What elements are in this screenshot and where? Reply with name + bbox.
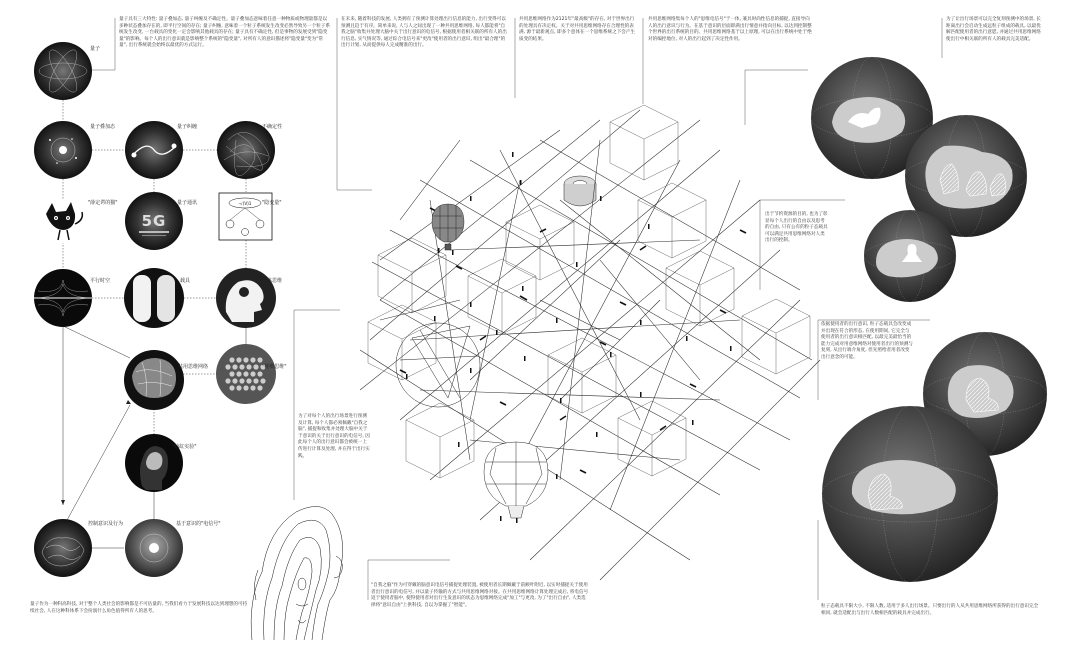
concept-brain-experiment (125, 434, 183, 492)
text-self-brain-wear: 为了对每个人的出行场景进行预测及计算, 每个人都必须佩戴"自我之脑", 捕捉和收集并处理大脑中关于于意识的关于出行意识的电信号, 因此每个人的出行意识都会被统一上传进行计算及处理, 并在得于出行实践。 (298, 414, 370, 459)
concept-shared-network (124, 350, 184, 410)
label-control-action: 控制意识及行为 (88, 521, 124, 527)
label-uncertainty: 不确定性 (262, 124, 283, 130)
sphere-small (864, 210, 956, 302)
balloon-bottom (484, 442, 548, 518)
concept-vehicle (124, 268, 184, 328)
concept-communication (125, 192, 183, 250)
text-self-brain-device: "自我之脑"作为可穿戴的脑意识电信号捕捉处理装置, 被使用者长期佩戴于前额叶附近, 以实时捕捉关于使用者出行意识的电信号, 并以量子传输的方式与共用思维网络对接。在共用思维网络计算处理完成后, 将电信号返于使用者脑中, 使得使用者对出行生发意识的状态为思维网络完成"加工"与更改, 为了"出行自由", 人类选择将"意识自由"上供科技, 自以为掌握了"智能"。 (371, 583, 589, 608)
text-quantum-traits: 量子具有三大特性: 量子叠加态, 量子纠缠及不确定性。量子叠加态意味着任意一种物质或物理量都是以多种状态叠加存在的, 即平行空间的存在; 量子纠缠, 意味着一个粒子系统发生改变必然导致另一个粒子系统发生改变, 一台载具的变化一定会影响其他载具的存在; 量子具有不确定性, 但是事物的发展受到"隐变量"的影响。每个人的出行意识就是影响整个系统的"隐变量", 对所有人的意识描述将"隐变量"变为"常量", 出行系统就会始终以最优的方式运行。 (119, 17, 330, 49)
label-hidden-variable: "隐变量" (262, 200, 282, 206)
concept-quantum (34, 42, 92, 100)
label-entanglement: 量子纠缠 (177, 124, 198, 130)
sphere-large (822, 406, 998, 582)
label-parallel-time: 平行时空 (90, 278, 111, 284)
concept-control-action (34, 519, 92, 577)
label-brain-experiment: "脑缸实验" (172, 444, 197, 450)
label-consciousness-signal: 基于意识的"电信号" (176, 521, 221, 527)
label-superposition: 量子叠加态 (90, 124, 116, 130)
text-conclusion: 量子作为一种科高科技, 对于整个人类社会的影响都是不可估量的, 当我们看力于发展科技以达到理想的可持续社会, 人在这种科体系下会扮演什么角色值得所有人的思考。 (30, 602, 248, 614)
concept-cat (41, 199, 85, 243)
concept-individual (216, 268, 276, 328)
label-communication: 量子通讯 (177, 200, 198, 206)
text-resource-saving: 出于节约资源的目的, 也为了彰显每个人出行的自由以及思考的自由, 只有公有的粒子态载具可以满足共用思维网络对人类出行的控制。 (765, 212, 828, 244)
concept-parallel-time (34, 269, 92, 327)
text-network-signals: 共用思维网络集每个人的"思维电信号"于一体, 兼具时尚性信息的捕捉, 直接导向人的出行意识与行为。在基于意识的层面即满出行情意并指向目标, 以达到控制整个世界的出行系统的目的。共用思维网络基于以上原理, 可以在出行系统中处于绝对的编控地位, 对人的出行起到了决定性作用。 (648, 17, 812, 42)
label-cat: "薛定谔的猫" (88, 200, 118, 206)
network-capsules (400, 208, 746, 473)
svg-text:5G: 5G (141, 212, 167, 230)
text-long-distance: 为了让出行场景可以完全复刻预测中的场景, 长距离出行会启动生成远粒子组成的载具, 以最优解匹配使用者的出行意愿, 并通过共用思维网络使出行中相关联的所有人的载具完美适配。 (946, 17, 1041, 42)
label-stem-thinking: "梗概思维" (262, 364, 287, 370)
label-individual: 个体思维 (262, 278, 283, 284)
concept-stem-thinking (216, 344, 276, 404)
label-shared-network: 共用思维网络 (178, 364, 209, 370)
label-vehicle: 载具 (180, 278, 191, 284)
head-drawing (251, 506, 343, 640)
text-vehicle-shape: 依据使用者的出行意识, 粒子态载具会改变成并出现在符合的形态, 在使用期间, 它完全与使用者的出行意识相匹配, 以最完美最恰当的能力完成对用意维网络对使用者出行的预测与复刻, 从出行端介角度, 但先照给者用者改变出行意念的可能。 (821, 322, 913, 360)
svg-text:-√(V)1: -√(V)1 (238, 201, 252, 206)
cylinder (564, 176, 596, 206)
concept-consciousness-signal (125, 519, 183, 577)
text-network-2121: 共用思维网络作为2121年"最高级"的存在, 对于世界出行的处理具有决定权。关于对共用思维网络存在合理性的表满, 源于最新观点, 即多个意体在一个思维系统之下会产生质变的结果。 (519, 17, 636, 42)
text-vehicle-size: 粒子态载具不限大小, 不限人数, 适用于多人出行场景。只要出行的人从共用思维网络所获得的出行意识完全相同, 就会适配出与出行人数相匹配的载具并完成出行。 (821, 604, 1039, 616)
concept-entanglement (125, 121, 183, 179)
label-quantum: 量子 (90, 46, 101, 52)
concept-superposition (34, 121, 92, 179)
text-future-prediction: 在未来, 随着科技的发展, 人类拥有了预测计算处理出行信息的能力, 出行变得可以预测且趋于有序。简单来说, 人与人之间出现了一种共用思维网络, 每人都能将"自我之脑"收集并处理大脑中关于出行意识的电信号, 根据使用者相关联的所有人的出行信息, 实气情况等, 通过综合电信号来"更改"使用者的出行意识, 组出"最合理"的出行计划, 从而提供每人完成精准的出行。 (341, 17, 507, 49)
